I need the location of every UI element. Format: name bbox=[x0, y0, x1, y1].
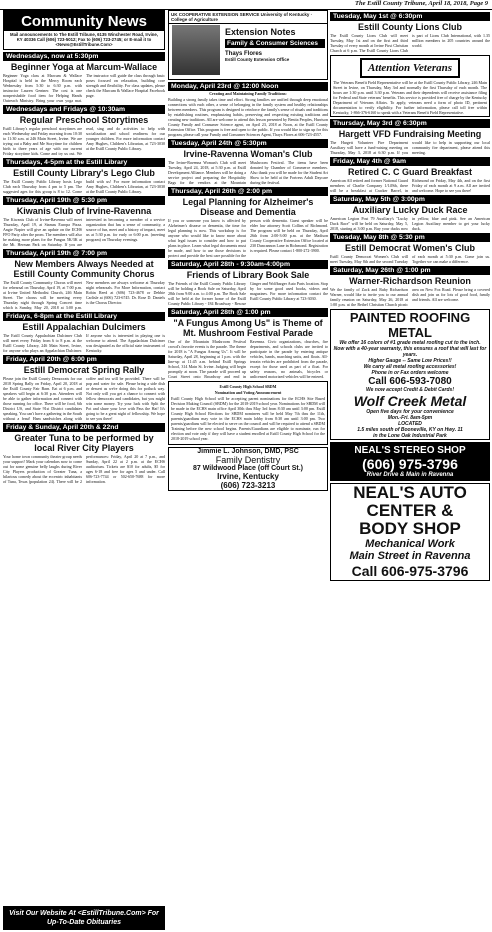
dentist-address: 87 Wildwood Place (off Court St.) bbox=[193, 465, 303, 472]
event-text: The Kiwanis Club of Irvine-Ravenna will meet Thursday, April 19, at Stamas Europa Pizza. Angie Napier will give an update on the ECHS FFO Party after the prom. The members will also be making more plans for the Fungus 5K/3K at the Mt. Herman Park on Saturday. If you are interested in becoming a member of a service organization that has a sense of community, a source of fun, meet and a history of impact, meet us at 5:30 p.m. for early or 6:00 p.m. (meeting program) on Thursday evenings. bbox=[3, 216, 165, 247]
stereo-shop-sub: River Drive & Main in Ravenna bbox=[366, 472, 454, 478]
community-news-info: Mail announcements to The Estill Tribune, 6135 Winchester Road, Irvine, KY 40336 Call (606) 723-5012; Fax to (606) 723-2745; or E-mail it to <News@EstillTribune.Com> bbox=[10, 32, 158, 48]
event-title: Greater Tuna to be performed by local River City Players bbox=[14, 432, 154, 453]
sbdm-box bbox=[168, 381, 328, 445]
column-community-news bbox=[3, 10, 165, 930]
event-date-bar: Saturday, May 5th @ 3:00pm bbox=[330, 195, 490, 204]
event-title: Irvine-Ravenna Woman's Club bbox=[183, 149, 313, 159]
event-text: American Legion Post 79 Auxiliary's "Lucky Duck Race" will be held on Saturday, May 5, 2018, starting at 3:00 p.m. Buy your ducks now in yellow, blue and pink. See an American Legion Auxiliary member to get your lucky duck. bbox=[330, 216, 490, 231]
event-date-bar: Tuesday, May 8th @ 5:30 pm bbox=[330, 233, 490, 242]
event-date-bar: Thursday, April 19th @ 5:30 pm bbox=[3, 196, 165, 205]
community-news-masthead bbox=[3, 10, 165, 50]
event-date-bar: Friday & Sunday, April 20th & 22nd bbox=[3, 423, 165, 432]
event-text: Beginner Yoga class at Marcum & Wallace Hospital is held in the Mercy Room each Wednesday from 5:30 to 6:30 p.m. with instructor Lauren Gentner. The cost is one nonperishable food item for Helping Hands Outreach Ministry. Bring your own yoga mat. The instructor will guide the class through basic poses focused on relaxation, building core strength and flexibility. For class updates, please check the Marcum & Wallace Hospital Facebook page. bbox=[3, 72, 165, 103]
wolf-loc1: LOCATED bbox=[398, 421, 422, 427]
wolf-hours2: Mon.-Fri. 8am-5pm bbox=[387, 415, 433, 421]
event-text: If you or someone you know is affected by Alzheimer's disease or dementia, the time for legal planning is now. This workshop is for anyone who would like to know more about what legal issues to consider and how to put plans in place. Learn what legal documents must be made, and how to use those decisions to protect and provide the best care possible for the person with dementia. Guest speaker will be elder law attorney Scott Collins of Richmond. The program will be held on Thursday, April 26th from 2:00-3:00 p.m. at the Madison County Cooperative Extension Office located at 230 Duncannon Lane in Richmond. Registration is required. Please contact 1-800-272-3900. bbox=[168, 218, 328, 258]
event-title: Estill Appalachian Dulcimers bbox=[22, 321, 146, 332]
wolf-loc2: 1.5 miles south of Booneville, KY on Hwy. 11 bbox=[357, 427, 463, 433]
stereo-shop-phone: (606) 975-3796 bbox=[362, 456, 458, 472]
event-text: Estill Library's regular preschool storytimes are each Wednesday and Friday morning from 10:30 to 11:30 a.m. at 246 Main Street, Irvine. We are trying out a Baby and Me Storytime for children birth to three years of age with our current Friday storytime kids. Come and try us out. We read, sing and do activities to help with socialization and school readiness for our younger children. For more information contact Amy Hughes, Children's Librarian, at 723-3030 at the Estill County Public Library. bbox=[3, 125, 165, 156]
event-text: The Irvine-Ravenna Woman's Club will meet Tuesday, April 24, 2018, at 5:30 p.m. at Estill Development Alliance. Members will be doing a service project and preparing the Hospitality Bags for the vendors at the Mountain Mushroom Festival. The items have been donated by Chamber of Commerce members. Also thank you will be made for the Student Art Show to be held at the Fortress Adult Daycare during the festival. bbox=[168, 160, 328, 185]
event-date-bar: Saturday, May 26th @ 1:00 pm bbox=[330, 266, 490, 275]
agent-title: Estill County Extension Office bbox=[225, 57, 290, 62]
auto-line1: NEAL'S AUTO bbox=[353, 483, 467, 502]
event-text: Estill County Democrat Women's Club will meet Tuesday, May 8th and the second Tuesday of each month at 5:30 p.m. Come join us. Together we can make a difference. bbox=[330, 254, 490, 264]
event-date-bar: Thursdays, 4-5pm at the Estill Library bbox=[3, 158, 165, 167]
auto-line3: BODY SHOP bbox=[359, 519, 461, 538]
event-title: Estill Democrat Women's Club bbox=[345, 243, 475, 253]
dentist-phone: (606) 723-3213 bbox=[220, 481, 276, 490]
event-title: Regular Preschool Storytimes bbox=[19, 114, 149, 125]
veterans-title: Attention Veterans bbox=[360, 58, 460, 78]
extension-service-label: UK COOPERATIVE EXTENSION SERVICE University of Kentucky · College of Agriculture bbox=[171, 12, 313, 22]
event-title: Kiwanis Club of Irvine-Ravenna bbox=[16, 205, 152, 216]
event-title: New Members Always Needed at Estill County Community Chorus bbox=[13, 258, 155, 279]
event-date-bar: Wednesdays, now at 5:30pm bbox=[3, 52, 165, 61]
community-news-title: Community News bbox=[4, 11, 164, 31]
sbdm-text: Estill County High School will be accepting parent nominations for the ECHS Site Based Decision Making Council (SBDM) for the 2018-2019 school year. Nominations for SBDM will be made in the ECHS main office April 30th thru May 3rd from 8:30 am until 3:00 pm. Estill County High School Elections for SBDM nominees will be held May 7th thru the 11th, parents/guardians may vote in the ECHS main lobby from 8:30 am until 3:00 pm. Two parents/guardians will be elected to serve on the council and will be required to attend a SBDM Training before the new school begins. Parents/Guardians are eligible to nominate, run for election and vote only if they will have a student enrolled at Estill County High School for the 2018-2019 school year. bbox=[171, 396, 325, 441]
event-date-bar: Saturday, April 28th @ 1:00 pm bbox=[168, 308, 328, 317]
stereo-shop-ad bbox=[330, 442, 490, 481]
website-banner-text: Visit Our Website At <EstillTribune.Com> For Up-To-Date Obituaries bbox=[9, 910, 159, 926]
event-text: The Estill County Lions Club will meet Tuesday, May 1st and on the first and third Tuesday of every month at Irvine First Christian Church at 6 p.m. The Estill County Lions Club is part of Lions Club International, with 1.35 million members in 205 countries around the world. bbox=[330, 33, 490, 53]
event-text: The Estill County Appalachian Dulcimer Club will meet every Friday from 6 to 8 p.m. at the Estill County Library, 246 Main Street, Irvine, for anyone who plays an Appalachian Dulcimer. If anyone who is interested in playing one is welcome to attend. The Appalachian Dulcimer was designated as the official state instrument of Kentucky. bbox=[3, 332, 165, 353]
auto-line4: Mechanical Work bbox=[365, 538, 455, 550]
event-title: Friends of Library Book Sale bbox=[186, 270, 310, 280]
event-title: Auxiliary Lucky Duck Race bbox=[352, 205, 468, 215]
extension-headline: Creating and Maintaining Family Traditions: bbox=[209, 91, 287, 96]
event-text: The Estill County Public Library hosts Lego Club each Thursday from 4 pm to 5 pm. The suggested ages for this group is 8 to 12. Come build with us! For more information contact Amy Hughes, Children's Librarian, at 723-3030 at the Estill County Public Library. bbox=[3, 178, 165, 194]
event-text: One of the Mountain Mushroom Festival crowd's favorite events is the parade. The theme for 2018 is "A Fungus Among Us". It will be Saturday, April 28, beginning at 1 p.m. with the line-up at 11:45 a.m. behind Estill Springs School, 314 Main St. Irvine. Judging will begin promptly at noon. The parade will proceed up Court Street onto Broadway and end in Ravenna. Civic organizations, churches, fire departments, and schools clubs are invited to participate in the parade by entering antique vehicles, bands, marching units, and floats. All-terrain vehicles are prohibited from the parade, except for those used as part of a float. For safety reasons, no animals, bicycles or unlicensed motorized vehicles will be entered. bbox=[168, 339, 328, 379]
event-date-bar: Saturday, April 28th - 9:30am-4:00pm bbox=[168, 260, 328, 269]
event-title: Warner-Richardson Reunion bbox=[349, 276, 471, 286]
right-events-list-2 bbox=[330, 119, 490, 307]
extension-notes-subtitle: Family & Consumer Sciences bbox=[225, 39, 325, 48]
dentist-city: Irvine, Kentucky bbox=[217, 472, 279, 481]
right-events-list bbox=[330, 12, 490, 53]
paint-line4: We carry all metal roofing accessories! bbox=[363, 364, 457, 370]
auto-line2: CENTER & bbox=[366, 501, 454, 520]
extension-service-header bbox=[169, 11, 327, 24]
column-middle bbox=[168, 10, 328, 930]
event-title: Beginner Yoga at Marcum-Wallace bbox=[10, 61, 158, 72]
paint-title: PAINTED ROOFING METAL bbox=[349, 310, 471, 340]
event-date-bar: Wednesdays and Fridays @ 10:30am bbox=[3, 105, 165, 114]
painted-roofing-ad bbox=[330, 309, 490, 440]
event-date-bar: Friday, May 4th @ 9am bbox=[330, 157, 490, 166]
dentist-name: Jimmie L. Johnson, DMD, PSC bbox=[197, 448, 299, 455]
page-header-text: The Estill County Tribune, April 18, 2018, Page 9 bbox=[355, 0, 488, 7]
extension-text: Building a strong family takes time and effort. Strong families are unified through deep emotional connections with each other, a sense of belonging in the family system and healthy relationships between members. This program is designed to reinforce the family's sense of rituals and traditions by establishing routines, emphasizing habits, preserving and respecting existing traditions and creating new traditions. All are welcome to attend this lesson presented by Benita Peoples, Harrison County Family and Consumer Science agent, on April 23, 2018 at Noon, at the Estill County Extension Office. This program is free and open to the public. If you would like to sign up for this program, please call your Family and Consumer Sciences Agent, Thays Flores at 606-723-4557. bbox=[168, 97, 328, 137]
paint-line5: Phone in or Fax orders welcome bbox=[371, 370, 449, 376]
wolf-hours1: Open five days for your convenience bbox=[366, 409, 454, 415]
extension-notes-box bbox=[168, 10, 328, 80]
event-text: The Estill County Community Chorus will meet for rehearsal on Thursday, April 19, at 7:00 p.m. at Irvine United Methodist Church, 246 Main Street. The chorus will be meeting every Thursday night through Spring Concert time which is Sunday, May 20, 2018 at 3:00 p.m. New members are always welcome at Thursday night rehearsals. For More Information, contact Robin Reed at (606) 723-4678 or Debbie Carlisle at (606) 723-6745. Dr. Rose D. Daniels is the Chorus Director. bbox=[3, 279, 165, 310]
event-date-bar: Thursday, May 3rd @ 6:30pm bbox=[330, 119, 490, 128]
event-text: The Friends of the Estill County Public Library will be holding a Book Sale on Saturday, April 28th from 9:00 a.m. to 4:00 p.m. The Book Sale will be held at the former home of the Estill County Public Library - 184 Broadway - Rescue Ginger and Wolfbarger Auto Parts location. Stop by for some good used books, videos and magazines. For more information contact the Estill County Public Library at 723-3030. bbox=[168, 281, 328, 306]
event-text: We the family of Zack and Ruby Richardson Warner, would like to invite you to our annual family reunion on Saturday, May 26, 2018 at 1:00 p.m. at the Bethel Christian Church picnic area on New Fox Road. Please bring a covered dish and join us for lots of good food, family and friends. All are welcome. bbox=[330, 287, 490, 307]
stereo-shop-title: NEAL'S STEREO SHOP bbox=[354, 445, 466, 456]
paint-line2: Now with a 40-year warranty, this ensures a roof that will last for years. bbox=[333, 346, 487, 358]
event-text: American All retired and former National Guard members of Charlie Company 1/149th, there will be a breakfast at Cracker Barrel, in Richmond on Friday, May 4th, and on the first Friday of each month at 9 a.m. All are invited and welcome. Hope to see you there! bbox=[330, 178, 490, 193]
dentist-practice: Family Dentistry bbox=[215, 455, 281, 465]
event-date-bar: Monday, April 23rd @ 12:00 Noon bbox=[168, 82, 328, 91]
middle-events-list bbox=[168, 139, 328, 379]
auto-center-ad bbox=[330, 483, 490, 581]
wolf-loc3: in the Lone Oak Industrial Park bbox=[373, 433, 447, 439]
veterans-text: The Veterans Benefit Field Representative will be at the Estill County Public Library, 246 Main Street in Irvine, on Thursday, May 3rd and normally the first Thursday of each month. The hours are 1:30 p.m. until 3:30 p.m. Veterans and their dependents will receive assistance filing for Federal and State veterans' benefits. This service is provided free of charge by the Kentucky Department of Veterans Affairs. To apply, veterans need a form of photo ID, pertinent documentation to verify eligibility. For further information, please call toll free within Kentucky, 1-866-376-6160 to speak with a Veterans Benefit Field Representative. bbox=[333, 80, 487, 115]
event-title: Estill County Library's Lego Club bbox=[13, 167, 155, 178]
event-title: Retired C. C Guard Breakfast bbox=[347, 167, 473, 177]
agent-photo bbox=[172, 25, 220, 75]
paint-line1: We offer 16 colors of #1 grade metal roofing cut to the inch. bbox=[339, 340, 481, 346]
column-right bbox=[330, 10, 490, 930]
wolf-creek-title: Wolf Creek Metal bbox=[353, 393, 467, 409]
paint-line3: Higher Gauge -- Same Low Prices!! bbox=[368, 358, 452, 364]
paint-cards: We now accept Credit & Debit Cards! bbox=[366, 387, 454, 393]
dentist-ad bbox=[168, 447, 328, 491]
sbdm-subtitle: Nomination and Voting Announcement bbox=[214, 390, 282, 395]
page-header bbox=[0, 0, 492, 10]
event-text: Your home town community theater group needs your support! Mark your calendars now to come out for some genuine belly laughs during River City Players production of Greater Tuna, a hilarious comedy about the eccentric inhabitants of Tuna, Texas (population 24). There will be 2 performances: Friday, April 20 at 7 p.m., and Sunday, April 22 at 2 p.m. at the ECHS auditorium. Tickets are $10 for adults, $5 for ages 6-18 and free for ages 5 and under. Call 606-723-7744 or 502-650-7688 for more information. bbox=[3, 453, 165, 484]
event-title: Estill County Lions Club bbox=[358, 22, 462, 32]
event-date-bar: Friday, April 20th @ 6:00 pm bbox=[3, 355, 165, 364]
event-title: Hargett VFD Fundraising Meeting bbox=[338, 129, 482, 139]
website-banner bbox=[3, 906, 165, 930]
auto-phone: Call 606-975-3796 bbox=[351, 563, 469, 579]
event-date-bar: Thursday, April 26th @ 2:00 pm bbox=[168, 187, 328, 196]
event-title: "A Fungus Among Us" is Theme of Mt. Mushroom Festival Parade bbox=[173, 318, 323, 338]
event-title: Legal Planning for Alzheimer's Disease and Dementia bbox=[182, 197, 314, 217]
event-text: Please join the Estill County Democrats for our 2018 Spring Rally on Friday, April 20, 2018 at the Estill County Fair Barn. Eat at 6 p.m. and speakers will begin at 6:30 p.m. Attendees will be able to gather information and connect with those running for office. There will be food, 6th District US, and State 91st District candidates speaking. You can't have a gathering in the South without a feast! Ham sandwiches along with coffee and tea will be provided. There will be pop and water for sale. Please bring a side dish or dessert as we're doing this for potluck way. Not only will you get a chance to connect with fellow democrats and candidates, but you might win some money. Try your luck with Split the Pot and share your love with Pass the Hat! It's going to be a great night of fellowship. We hope to see you there! bbox=[3, 375, 165, 421]
agent-name: Thays Flores bbox=[225, 51, 263, 57]
paint-phone: Call 606-593-7080 bbox=[368, 376, 452, 387]
auto-line5: Main Street in Ravenna bbox=[349, 550, 471, 562]
extension-notes-title: Extension Notes bbox=[225, 27, 296, 37]
event-date-bar: Tuesday, April 24th @ 5:30pm bbox=[168, 139, 328, 148]
event-date-bar: Thursday, April 19th @ 7:00 pm bbox=[3, 249, 165, 258]
community-events-list bbox=[3, 52, 165, 484]
veterans-box bbox=[330, 55, 490, 117]
sbdm-title: Estill County High School SBDM bbox=[219, 384, 277, 389]
event-date-bar: Fridays, 6-8pm at the Estill Library bbox=[3, 312, 165, 321]
event-date-bar: Tuesday, May 1st @ 6:30pm bbox=[330, 12, 490, 21]
event-text: The Hargett Volunteer Fire Department Auxiliary will have a fund-raising meeting on Thursday, May 3, 2018 at 6:30 p.m. If you would like to help in supporting our local community fire department, please attend this meeting. bbox=[330, 140, 490, 155]
event-title: Estill Democrat Spring Rally bbox=[23, 364, 145, 375]
